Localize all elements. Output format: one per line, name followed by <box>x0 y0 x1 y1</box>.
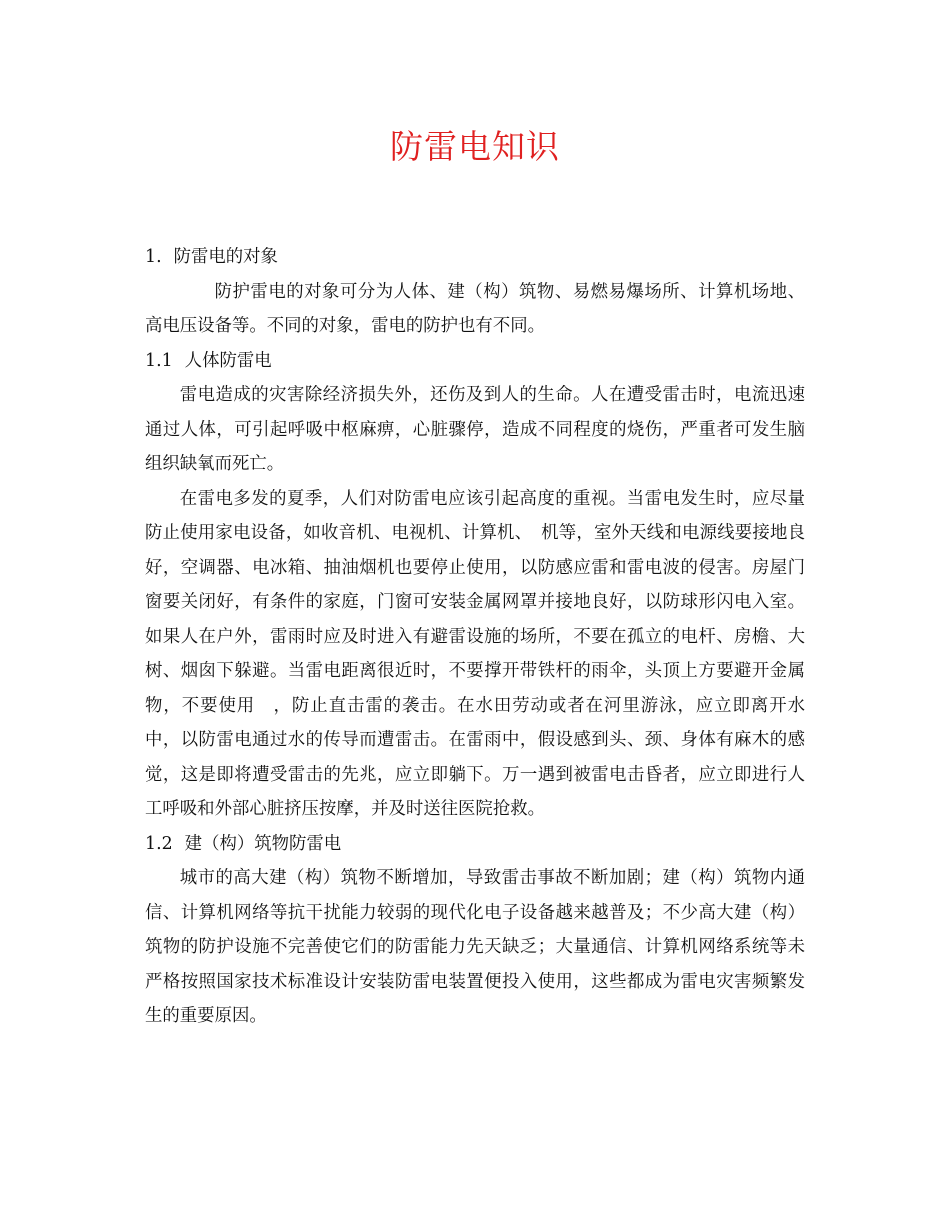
section-title: 防雷电的对象 <box>173 247 278 267</box>
section-title: 建（构）筑物防雷电 <box>184 833 342 854</box>
section-number: 1. <box>145 247 162 267</box>
section-title: 人体防雷电 <box>184 350 272 371</box>
document-body <box>145 240 805 1034</box>
paragraph: 在雷电多发的夏季，人们对防雷电应该引起高度的重视。当雷电发生时，应尽量防止使用家电设备，如收音机、电视机、计算机、 机等，室外天线和电源线要接地良好，空调器、电冰箱、抽油烟机也要停止使用，以防感应雷和雷电波的侵害。房屋门窗要关闭好，有条件的家庭，门窗可安装金属网罩并接地良好，以防球形闪电入室。如果人在户外，雷雨时应及时进入有避雷设施的场所，不要在孤立的电杆、房檐、大树、烟囱下躲避。当雷电距离很近时，不要撑开带铁杆的雨伞，头顶上方要避开金属物，不要使用 ，防止直击雷的袭击。在水田劳动或者在河里游泳，应立即离开水中，以防雷电通过水的传导而遭雷击。在雷雨中，假设感到头、颈、身体有麻木的感觉，这是即将遭受雷击的先兆，应立即躺下。万一遇到被雷电击昏者，应立即进行人工呼吸和外部心脏挤压按摩，并及时送往医院抢救。 <box>145 488 805 819</box>
section-heading-1-2 <box>145 827 805 862</box>
section-number: 1.1 <box>145 350 173 371</box>
section-heading-1-1 <box>145 344 805 379</box>
paragraph: 防护雷电的对象可分为人体、建（构）筑物、易燃易爆场所、计算机场地、高电压设备等。不同的对象，雷电的防护也有不同。 <box>145 281 805 336</box>
section-heading-1 <box>145 240 805 275</box>
paragraph: 城市的高大建（构）筑物不断增加，导致雷击事故不断加剧；建（构）筑物内通信、计算机网络等抗干扰能力较弱的现代化电子设备越来越普及；不少高大建（构）筑物的防护设施不完善使它们的防雷能力先天缺乏；大量通信、计算机网络系统等未严格按照国家技术标准设计安装防雷电装置便投入使用，这些都成为雷电灾害频繁发生的重要原因。 <box>145 868 805 1026</box>
document-title: 防雷电知识 <box>390 127 560 166</box>
paragraph: 雷电造成的灾害除经济损失外，还伤及到人的生命。人在遭受雷击时，电流迅速通过人体，可引起呼吸中枢麻痹，心脏骤停，造成不同程度的烧伤，严重者可发生脑组织缺氧而死亡。 <box>145 385 805 474</box>
section-number: 1.2 <box>145 833 173 854</box>
